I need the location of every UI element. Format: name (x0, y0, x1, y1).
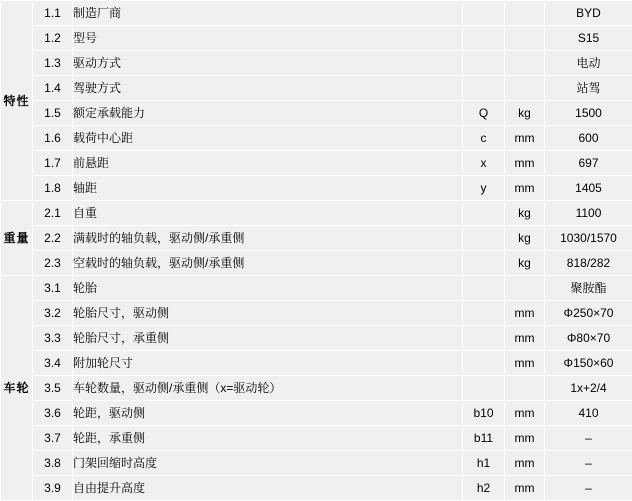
row-value: Φ250×70 (545, 301, 632, 326)
row-label: 满载时的轴负载，驱动侧/承重侧 (73, 226, 463, 251)
table-row (1, 376, 632, 401)
row-label: 附加轮尺寸 (73, 351, 463, 376)
row-symbol (463, 251, 505, 276)
row-symbol (463, 76, 505, 101)
row-value: Φ150×60 (545, 351, 632, 376)
row-label: 空载时的轴负载，驱动侧/承重侧 (73, 251, 463, 276)
row-unit: kg (505, 251, 545, 276)
table-row (1, 351, 632, 376)
row-unit: mm (505, 176, 545, 201)
row-unit: mm (505, 451, 545, 476)
row-group-label: 特性 (1, 1, 33, 201)
row-value: 1500 (545, 101, 632, 126)
row-unit: kg (505, 201, 545, 226)
row-label: 自重 (73, 201, 463, 226)
table-row (1, 1, 632, 26)
row-label: 轴距 (73, 176, 463, 201)
row-symbol: x (463, 151, 505, 176)
row-number: 1.7 (33, 151, 73, 176)
row-number: 1.1 (33, 1, 73, 26)
row-label: 驾驶方式 (73, 76, 463, 101)
row-unit: mm (505, 426, 545, 451)
row-unit: mm (505, 301, 545, 326)
row-label: 前悬距 (73, 151, 463, 176)
row-unit (505, 276, 545, 301)
row-number: 3.5 (33, 376, 73, 401)
row-value: Φ80×70 (545, 326, 632, 351)
row-value: BYD (545, 1, 632, 26)
row-symbol: y (463, 176, 505, 201)
row-value: 1100 (545, 201, 632, 226)
row-label: 轮距，驱动侧 (73, 401, 463, 426)
row-value: 站驾 (545, 76, 632, 101)
table-row (1, 276, 632, 301)
row-number: 2.3 (33, 251, 73, 276)
table-row (1, 26, 632, 51)
row-number: 1.5 (33, 101, 73, 126)
row-unit: mm (505, 126, 545, 151)
table-row (1, 401, 632, 426)
row-symbol (463, 301, 505, 326)
row-value: 聚胺酯 (545, 276, 632, 301)
table-row (1, 101, 632, 126)
row-unit (505, 1, 545, 26)
row-label: 载荷中心距 (73, 126, 463, 151)
row-number: 3.4 (33, 351, 73, 376)
row-symbol (463, 201, 505, 226)
row-value: 1405 (545, 176, 632, 201)
row-value: 600 (545, 126, 632, 151)
row-symbol: b10 (463, 401, 505, 426)
row-label: 额定承载能力 (73, 101, 463, 126)
row-number: 3.3 (33, 326, 73, 351)
row-number: 3.1 (33, 276, 73, 301)
row-symbol (463, 1, 505, 26)
row-symbol (463, 51, 505, 76)
row-number: 1.2 (33, 26, 73, 51)
row-number: 1.8 (33, 176, 73, 201)
row-number: 3.8 (33, 451, 73, 476)
row-value: S15 (545, 26, 632, 51)
row-unit (505, 51, 545, 76)
row-unit (505, 26, 545, 51)
row-number: 1.6 (33, 126, 73, 151)
row-unit (505, 76, 545, 101)
row-unit: mm (505, 401, 545, 426)
table-row (1, 51, 632, 76)
row-unit: mm (505, 476, 545, 501)
row-symbol: c (463, 126, 505, 151)
row-symbol: h2 (463, 476, 505, 501)
row-value: – (545, 451, 632, 476)
row-number: 1.4 (33, 76, 73, 101)
row-number: 3.6 (33, 401, 73, 426)
row-value: – (545, 476, 632, 501)
table-row (1, 201, 632, 226)
row-label: 轮胎尺寸，承重侧 (73, 326, 463, 351)
row-value: 818/282 (545, 251, 632, 276)
row-number: 2.1 (33, 201, 73, 226)
table-row (1, 126, 632, 151)
row-value: 697 (545, 151, 632, 176)
row-symbol (463, 376, 505, 401)
row-unit: mm (505, 351, 545, 376)
row-number: 3.7 (33, 426, 73, 451)
row-symbol (463, 326, 505, 351)
row-symbol (463, 351, 505, 376)
row-symbol: h1 (463, 451, 505, 476)
row-label: 车轮数量，驱动侧/承重侧（x=驱动轮） (73, 376, 463, 401)
row-label: 轮距，承重侧 (73, 426, 463, 451)
table-row (1, 76, 632, 101)
row-symbol (463, 226, 505, 251)
row-value: 1030/1570 (545, 226, 632, 251)
row-unit: kg (505, 226, 545, 251)
row-value: 410 (545, 401, 632, 426)
row-symbol: Q (463, 101, 505, 126)
row-symbol (463, 26, 505, 51)
row-label: 门架回缩时高度 (73, 451, 463, 476)
row-number: 1.3 (33, 51, 73, 76)
row-group-label: 重量 (1, 201, 33, 276)
row-value: 1x+2/4 (545, 376, 632, 401)
row-number: 3.9 (33, 476, 73, 501)
table-row (1, 151, 632, 176)
row-label: 驱动方式 (73, 51, 463, 76)
row-label: 型号 (73, 26, 463, 51)
row-unit (505, 376, 545, 401)
row-unit: mm (505, 151, 545, 176)
table-row (1, 426, 632, 451)
row-number: 3.2 (33, 301, 73, 326)
row-unit: mm (505, 326, 545, 351)
row-symbol (463, 276, 505, 301)
row-value: – (545, 426, 632, 451)
table-row (1, 301, 632, 326)
row-label: 制造厂商 (73, 1, 463, 26)
table-row (1, 251, 632, 276)
row-group-label: 车轮 (1, 276, 33, 501)
row-unit: kg (505, 101, 545, 126)
table-row (1, 326, 632, 351)
table-row (1, 176, 632, 201)
table-row (1, 226, 632, 251)
row-label: 轮胎 (73, 276, 463, 301)
table-row (1, 451, 632, 476)
row-label: 自由提升高度 (73, 476, 463, 501)
table-row (1, 476, 632, 501)
row-symbol: b11 (463, 426, 505, 451)
row-label: 轮胎尺寸，驱动侧 (73, 301, 463, 326)
row-value: 电动 (545, 51, 632, 76)
row-number: 2.2 (33, 226, 73, 251)
